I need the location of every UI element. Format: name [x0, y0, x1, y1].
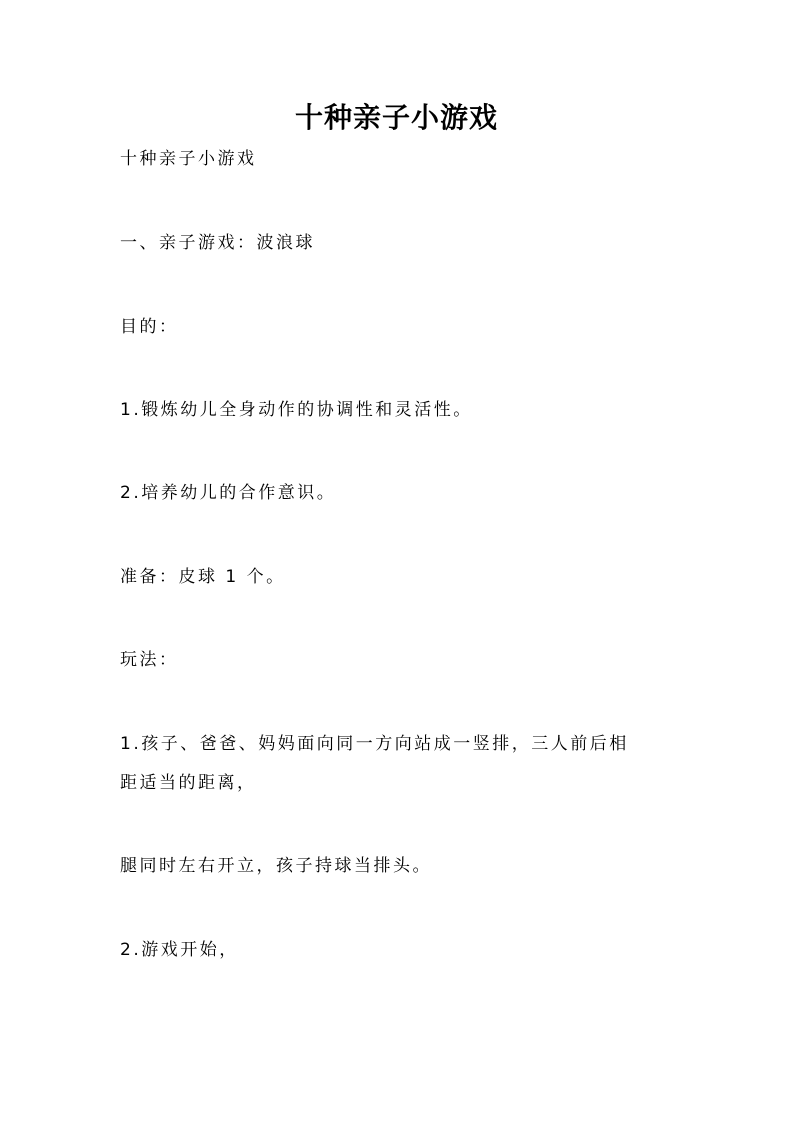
purpose-item-1: 1.锻炼幼儿全身动作的协调性和灵活性。	[120, 400, 473, 420]
subtitle-line: 十种亲子小游戏	[120, 149, 257, 169]
preparation-line: 准备：皮球 1 个。	[120, 567, 286, 587]
method-label: 玩法：	[120, 650, 179, 670]
purpose-item-2: 2.培养幼儿的合作意识。	[120, 483, 337, 503]
method-item-2: 2.游戏开始，	[120, 940, 239, 960]
document-title: 十种亲子小游戏	[294, 101, 498, 134]
section-heading: 一、亲子游戏：波浪球	[120, 233, 315, 253]
method-item-1-line-3: 腿同时左右开立，孩子持球当排头。	[120, 856, 432, 876]
method-item-1-line-1: 1.孩子、爸爸、妈妈面向同一方向站成一竖排，三人前后相	[120, 734, 629, 754]
purpose-label: 目的：	[120, 317, 179, 337]
method-item-1-line-2: 距适当的距离，	[120, 773, 257, 793]
